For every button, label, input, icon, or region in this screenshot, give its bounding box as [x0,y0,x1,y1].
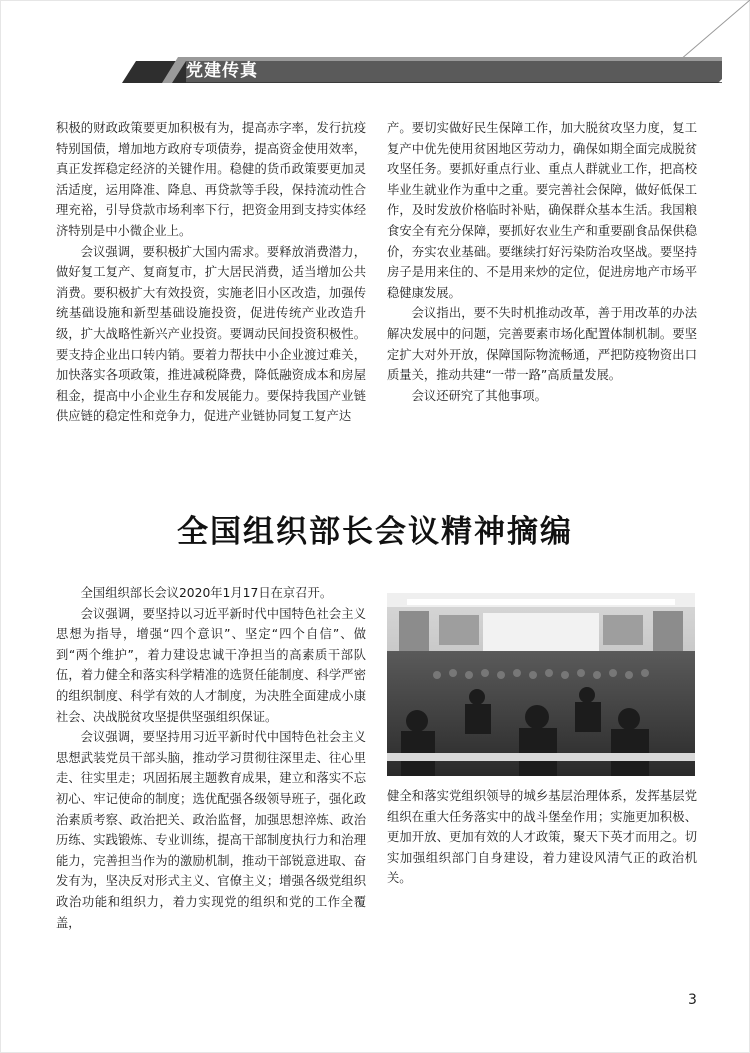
section-title: 党建传真 [186,61,258,81]
paragraph: 会议强调，要坚持以习近平新时代中国特色社会主义思想为指导，增强“四个意识”、坚定“四个自信”、做到“两个维护”，着力建设忠诚干净担当的高素质干部队伍，着力健全和落实科学精准的选贤任能制度、科学严密的组织制度、科学有效的人才制度，为决胜全面建成小康社会、决战脱贫攻坚提供坚强组织保证。 [56,606,366,724]
paragraph: 会议还研究了其他事项。 [411,388,547,403]
meeting-hall-photo [387,593,695,776]
paragraph: 全国组织部长会议2020年1月17日在京召开。 [80,586,333,600]
paragraph: 会议指出，要不失时机推动改革，善于用改革的办法解决发展中的问题，完善要素市场化配置体制机制。要坚定扩大对外开放，保障国际物流畅通，严把防疫物资出口质量关，推动共建“一带一路”高质量发展。 [387,306,697,383]
page-corner-fold [660,0,750,60]
page-number: 3 [688,992,697,1008]
paragraph: 产。要切实做好民生保障工作，加大脱贫攻坚力度，复工复产中优先使用贫困地区劳动力，确保如期全面完成脱贫攻坚任务。要抓好重点行业、重点人群就业工作，把高校毕业生就业作为重中之重。要完善社会保障，做好低保工作，及时发放价格临时补贴，确保群众基本生活。我国粮食安全有充分保障，要抓好农业生产和重要副食品保供稳价，夯实农业基础。要继续打好污染防治攻坚战。要坚持房子是用来住的、不是用来炒的定位，促进房地产市场平稳健康发展。 [387,121,697,300]
top-article-left-column [56,118,366,427]
bottom-article-right-column [387,786,697,889]
paragraph: 积极的财政政策要更加积极有为，提高赤字率，发行抗疫特别国债，增加地方政府专项债券，提高资金使用效率，真正发挥稳定经济的关键作用。稳健的货币政策要更加灵活适度，运用降准、降息、再贷款等手段，保持流动性合理充裕，引导贷款市场利率下行，把资金用到支持实体经济特别是中小微企业上。 [56,121,366,238]
top-article-right-column [387,118,697,406]
paragraph: 会议强调，要坚持用习近平新时代中国特色社会主义思想武装党员干部头脑，推动学习贯彻往深里走、往心里走、往实里走；巩固拓展主题教育成果，建立和落实不忘初心、牢记使命的制度；选优配强各级领导班子，强化政治素质考察、政治把关、政治监督，加强思想淬炼、政治历练、实践锻炼、专业训练，提高干部制度执行力和治理能力，完善担当作为的激励机制，推动干部锐意进取、奋发有为，坚决反对形式主义、官僚主义；增强各级党组织政治功能和组织力，着力实现党的组织和党的工作全覆盖， [56,730,366,930]
paragraph: 健全和落实党组织领导的城乡基层治理体系，发挥基层党组织在重大任务落实中的战斗堡垒作用；实施更加积极、更加开放、更加有效的人才政策，聚天下英才而用之。切实加强组织部门自身建设，着力建设风清气正的政治机关。 [387,789,697,886]
paragraph: 会议强调，要积极扩大国内需求。要释放消费潜力，做好复工复产、复商复市，扩大居民消费，适当增加公共消费。要积极扩大有效投资，实施老旧小区改造，加强传统基础设施和新型基础设施投资，促进传统产业改造升级，扩大战略性新兴产业投资。要调动民间投资积极性。要支持企业出口转内销。要着力帮扶中小企业渡过难关，加快落实各项政策，推进减税降费，降低融资成本和房屋租金，提高中小企业生存和发展能力。要保持我国产业链供应链的稳定性和竞争力，促进产业链协同复工复产达 [56,244,366,424]
bottom-article-left-column [56,583,366,933]
article-title: 全国组织部长会议精神摘编 [177,514,573,550]
